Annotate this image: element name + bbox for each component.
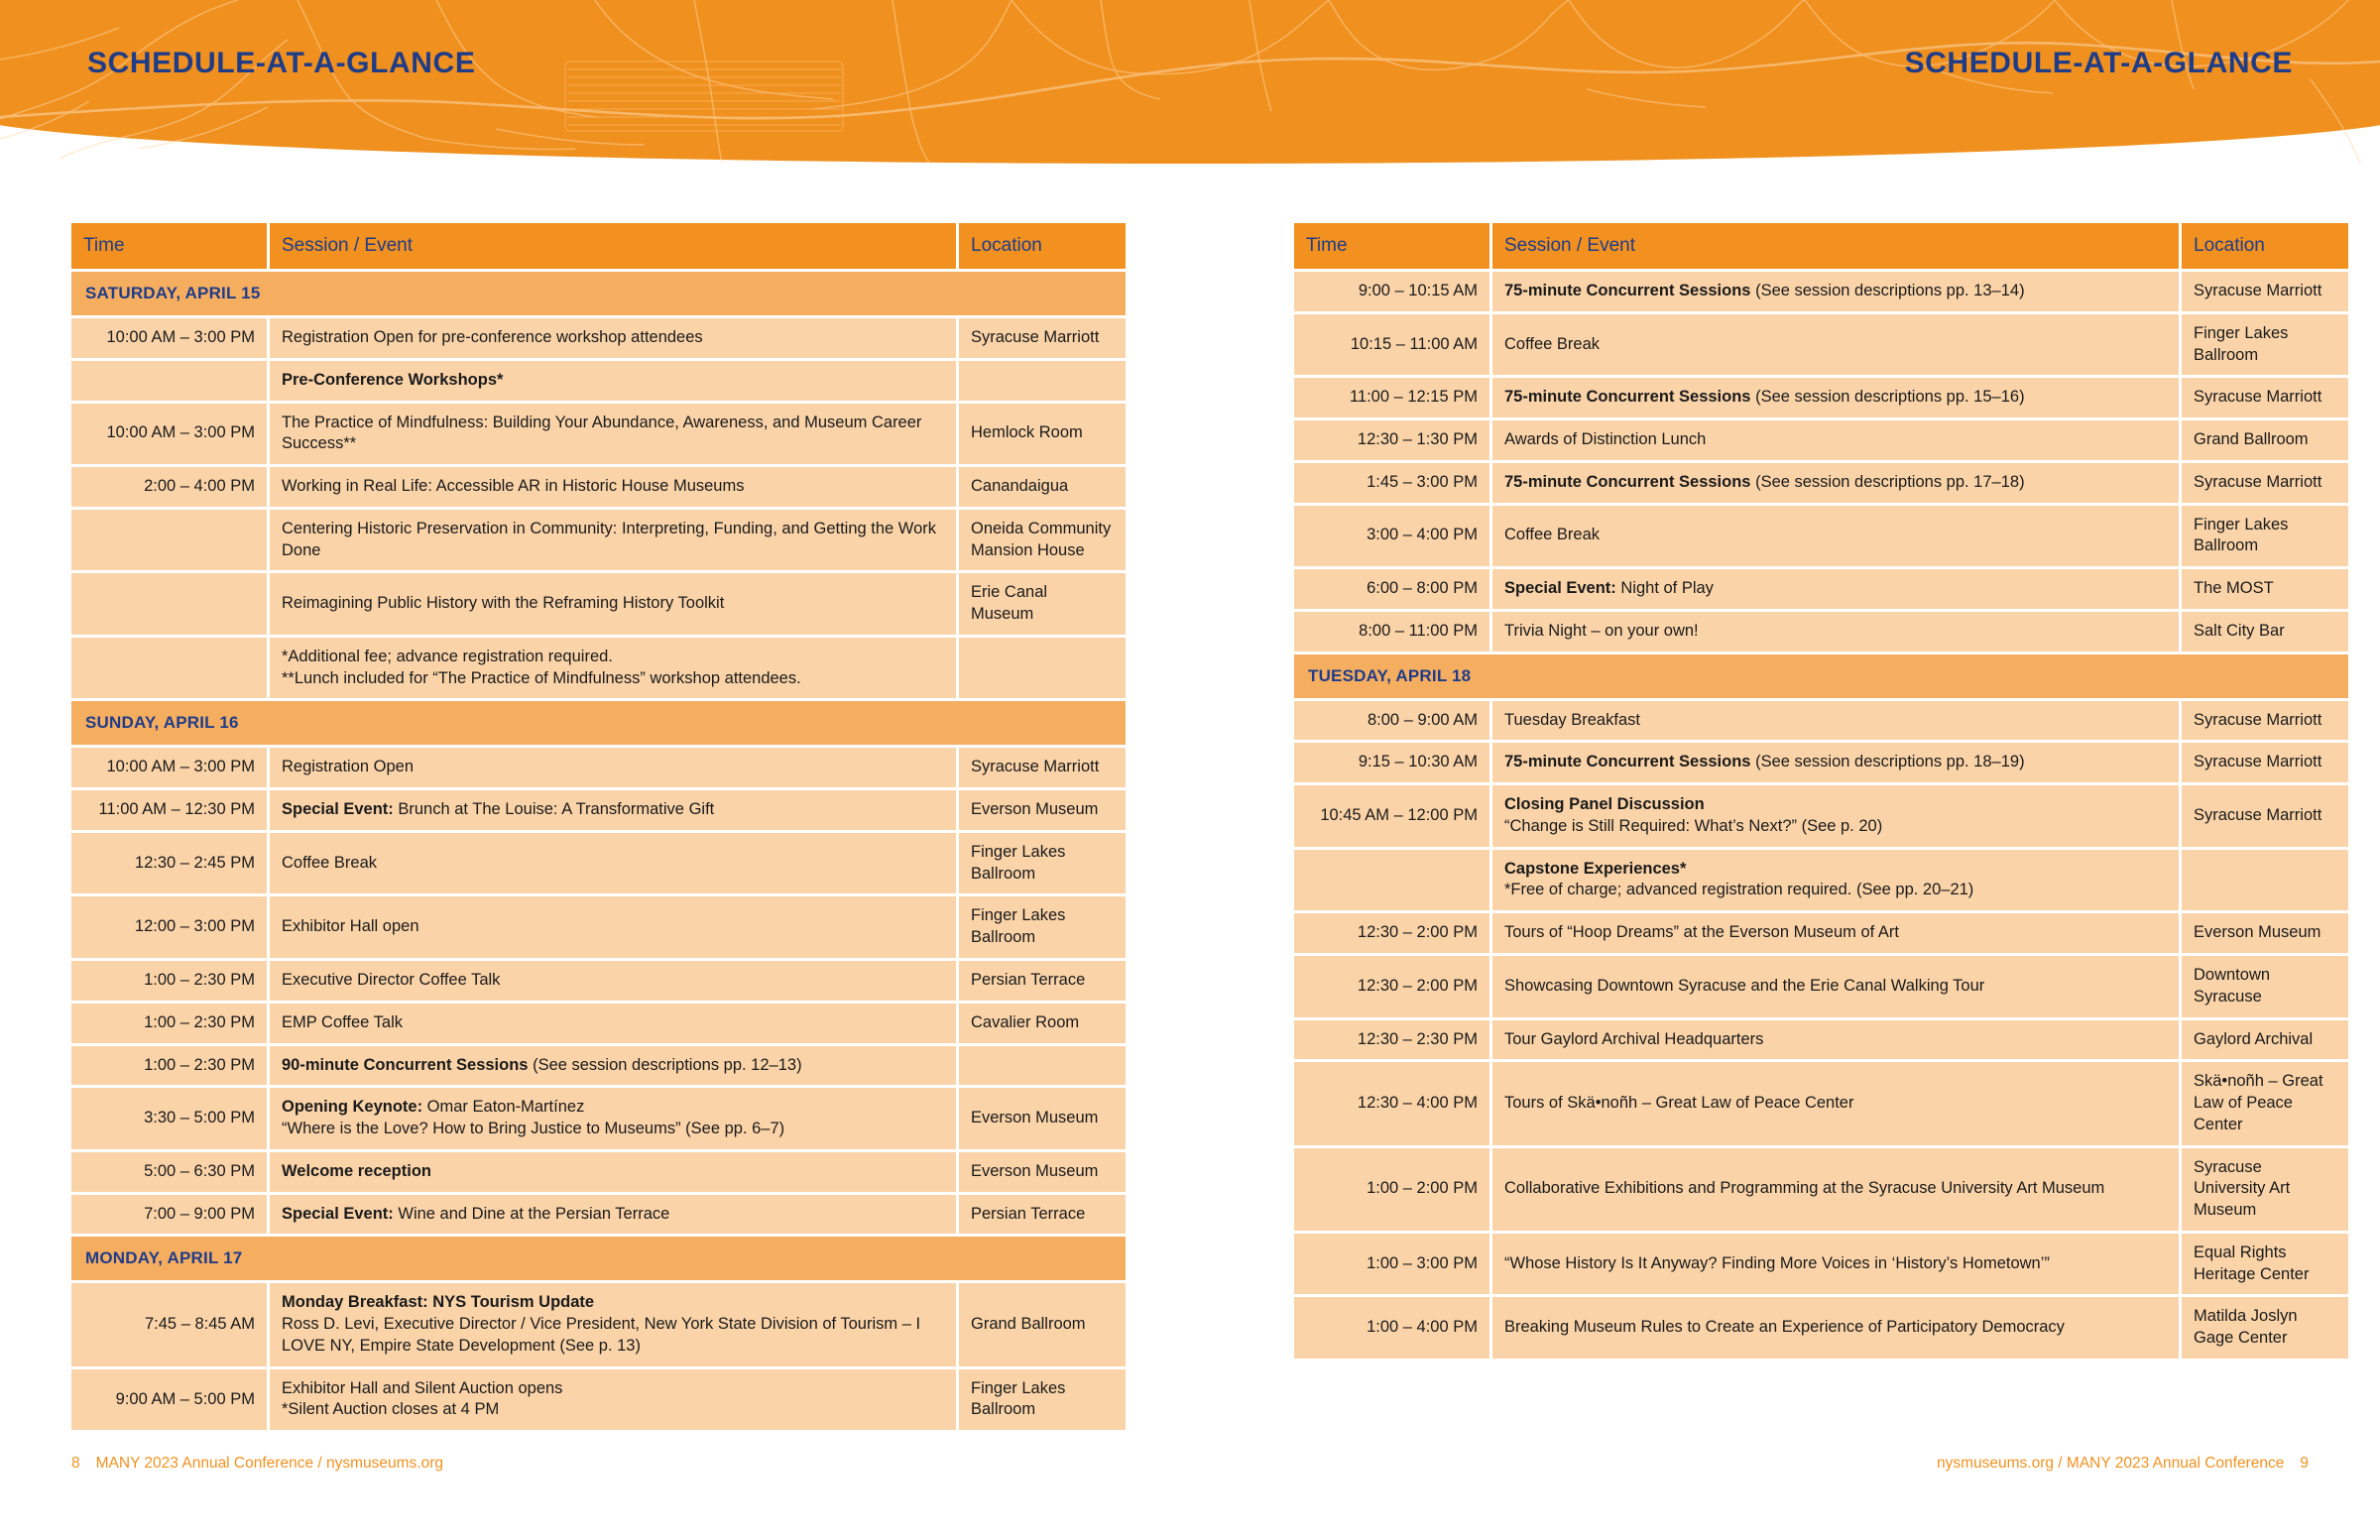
cell-location: Equal Rights Heritage Center xyxy=(2182,1234,2348,1295)
day-label: TUESDAY, APRIL 18 xyxy=(1294,654,2348,698)
column-header-session: Session / Event xyxy=(1492,223,2182,269)
session-detail-text: (See session descriptions pp. 18–19) xyxy=(1750,753,2025,771)
cell-time: 1:00 – 3:00 PM xyxy=(1294,1234,1492,1295)
schedule-row xyxy=(1294,1062,2348,1144)
cell-session xyxy=(270,833,959,894)
table-body-right xyxy=(1294,272,2348,1359)
cell-location: Hemlock Room xyxy=(959,404,1126,465)
session-detail-text: Centering Historic Preservation in Community: Interpreting, Funding, and Getting the Work Done xyxy=(282,519,936,559)
cell-time: 12:30 – 2:30 PM xyxy=(1294,1020,1492,1060)
cell-time: 1:00 – 2:00 PM xyxy=(1294,1148,1492,1231)
cell-time: 1:00 – 2:30 PM xyxy=(71,1004,270,1043)
session-detail-text: Tuesday Breakfast xyxy=(1504,710,1640,729)
session-detail-text: Coffee Break xyxy=(1504,526,1601,544)
cell-time: 9:15 – 10:30 AM xyxy=(1294,743,1492,782)
session-title-bold: 75-minute Concurrent Sessions xyxy=(1504,472,1751,491)
cell-time xyxy=(71,573,270,635)
cell-location: Cavalier Room xyxy=(959,1004,1126,1043)
page-number-right: 9 xyxy=(2300,1455,2309,1472)
page-title-right: SCHEDULE-AT-A-GLANCE xyxy=(1904,47,2293,79)
cell-time: 3:30 – 5:00 PM xyxy=(71,1088,270,1149)
cell-session xyxy=(1492,569,2182,609)
cell-time: 10:45 AM – 12:00 PM xyxy=(1294,785,1492,847)
cell-session xyxy=(270,638,959,699)
cell-time: 12:30 – 2:00 PM xyxy=(1294,956,1492,1017)
session-detail-text: Exhibitor Hall and Silent Auction opens *Silent Auction closes at 4 PM xyxy=(282,1378,563,1419)
cell-session xyxy=(270,318,959,358)
schedule-row xyxy=(1294,463,2348,503)
schedule-row xyxy=(1294,956,2348,1017)
session-detail-text: *Free of charge; advanced registration required. (See pp. 20–21) xyxy=(1504,881,1974,899)
cell-location xyxy=(959,638,1126,699)
day-header-row xyxy=(1294,654,2348,698)
session-detail-text: (See session descriptions pp. 13–14) xyxy=(1750,282,2025,299)
page-header-banner xyxy=(0,0,2380,164)
cell-time: 2:00 – 4:00 PM xyxy=(71,467,270,507)
session-detail-text: Exhibitor Hall open xyxy=(282,917,419,936)
day-header-row xyxy=(71,272,1126,315)
session-title-bold: Welcome reception xyxy=(282,1161,431,1180)
cell-session xyxy=(270,1088,959,1149)
schedule-table-left xyxy=(71,220,1126,1433)
session-detail-text: Coffee Break xyxy=(282,853,378,872)
cell-session xyxy=(270,573,959,635)
session-detail-text: Coffee Break xyxy=(1504,334,1601,353)
left-page-column xyxy=(71,220,1126,1433)
schedule-row xyxy=(1294,314,2348,376)
cell-time: 12:30 – 4:00 PM xyxy=(1294,1062,1492,1144)
cell-time: 9:00 AM – 5:00 PM xyxy=(71,1369,270,1431)
cell-session xyxy=(270,1369,959,1431)
day-label: MONDAY, APRIL 17 xyxy=(71,1237,1126,1280)
cell-session xyxy=(270,961,959,1001)
schedule-row xyxy=(1294,1020,2348,1060)
schedule-row xyxy=(1294,850,2348,911)
cell-time: 10:00 AM – 3:00 PM xyxy=(71,404,270,465)
cell-session xyxy=(1492,913,2182,953)
session-detail-text: Brunch at The Louise: A Transformative Gift xyxy=(393,800,715,819)
cell-time: 7:45 – 8:45 AM xyxy=(71,1283,270,1365)
session-detail-text: The Practice of Mindfulness: Building Your Abundance, Awareness, and Museum Career Success** xyxy=(282,413,922,453)
cell-time: 10:00 AM – 3:00 PM xyxy=(71,748,270,787)
cell-time: 11:00 AM – 12:30 PM xyxy=(71,790,270,830)
cell-time: 12:30 – 1:30 PM xyxy=(1294,420,1492,460)
session-detail-text: “Change is Still Required: What’s Next?” (See p. 20) xyxy=(1504,816,1883,835)
session-detail-text: Awards of Distinction Lunch xyxy=(1504,430,1707,449)
session-title-bold: 75-minute Concurrent Sessions xyxy=(1504,753,1751,771)
session-title-bold: Opening Keynote: xyxy=(282,1098,423,1117)
schedule-row xyxy=(71,1152,1126,1192)
right-page-column xyxy=(1294,220,2348,1362)
cell-location: Finger Lakes Ballroom xyxy=(959,1369,1126,1431)
session-detail-text: Showcasing Downtown Syracuse and the Erie Canal Walking Tour xyxy=(1504,976,1985,995)
cell-session xyxy=(1492,1148,2182,1231)
schedule-row xyxy=(1294,701,2348,741)
cell-location: Everson Museum xyxy=(959,1152,1126,1192)
cell-location: Oneida Community Mansion House xyxy=(959,510,1126,571)
schedule-row xyxy=(71,510,1126,571)
table-head-left xyxy=(71,223,1126,269)
schedule-row xyxy=(1294,272,2348,311)
cell-location: Gaylord Archival xyxy=(2182,1020,2348,1060)
column-header-location: Location xyxy=(2182,223,2348,269)
cell-time: 7:00 – 9:00 PM xyxy=(71,1195,270,1235)
schedule-row xyxy=(1294,378,2348,417)
cell-time: 11:00 – 12:15 PM xyxy=(1294,378,1492,417)
cell-location: Syracuse Marriott xyxy=(959,748,1126,787)
cell-location: Syracuse Marriott xyxy=(2182,785,2348,847)
session-title-bold: Special Event: xyxy=(282,1204,394,1223)
schedule-row xyxy=(71,467,1126,507)
cell-time: 1:00 – 2:30 PM xyxy=(71,961,270,1001)
cell-location: Finger Lakes Ballroom xyxy=(2182,314,2348,376)
cell-session xyxy=(270,896,959,958)
session-title-bold: Closing Panel Discussion xyxy=(1504,795,1705,814)
session-detail-text: Wine and Dine at the Persian Terrace xyxy=(393,1204,670,1223)
session-title-bold: Capstone Experiences* xyxy=(1504,859,1687,878)
cell-location: Everson Museum xyxy=(2182,913,2348,953)
cell-location xyxy=(959,1046,1126,1086)
cell-location: Canandaigua xyxy=(959,467,1126,507)
cell-session xyxy=(1492,506,2182,567)
cell-time: 10:15 – 11:00 AM xyxy=(1294,314,1492,376)
session-detail-text: Trivia Night – on your own! xyxy=(1504,621,1699,640)
cell-session xyxy=(270,1283,959,1365)
cell-location: Persian Terrace xyxy=(959,961,1126,1001)
session-title-bold: 75-minute Concurrent Sessions xyxy=(1504,282,1751,299)
schedule-row xyxy=(71,404,1126,465)
session-detail-text: (See session descriptions pp. 17–18) xyxy=(1750,472,2025,491)
cell-location: Grand Ballroom xyxy=(959,1283,1126,1365)
schedule-row xyxy=(1294,420,2348,460)
schedule-row xyxy=(1294,1234,2348,1295)
footer-right xyxy=(1937,1455,2309,1473)
cell-location: Finger Lakes Ballroom xyxy=(959,896,1126,958)
cell-location: Erie Canal Museum xyxy=(959,573,1126,635)
cell-location xyxy=(959,361,1126,401)
cell-time: 12:30 – 2:00 PM xyxy=(1294,913,1492,953)
cell-location xyxy=(2182,850,2348,911)
cell-session xyxy=(1492,850,2182,911)
cell-time xyxy=(71,361,270,401)
day-label: SUNDAY, APRIL 16 xyxy=(71,701,1126,745)
cell-location: Syracuse Marriott xyxy=(2182,463,2348,503)
schedule-row xyxy=(71,638,1126,699)
session-detail-text: Tours of Skä•noñh – Great Law of Peace Center xyxy=(1504,1094,1854,1113)
cell-session xyxy=(1492,1234,2182,1295)
day-header-row xyxy=(71,1237,1126,1280)
session-detail-text: (See session descriptions pp. 15–16) xyxy=(1750,388,2025,407)
cell-location: Salt City Bar xyxy=(2182,612,2348,652)
schedule-row xyxy=(71,833,1126,894)
cell-location: Finger Lakes Ballroom xyxy=(959,833,1126,894)
session-detail-text: Collaborative Exhibitions and Programming at the Syracuse University Art Museum xyxy=(1504,1179,2105,1198)
cell-time xyxy=(71,510,270,571)
cell-location: Syracuse Marriott xyxy=(2182,378,2348,417)
cell-location: Persian Terrace xyxy=(959,1195,1126,1235)
cell-location: Matilda Joslyn Gage Center xyxy=(2182,1297,2348,1359)
cell-location: Skä•noñh – Great Law of Peace Center xyxy=(2182,1062,2348,1144)
cell-time: 1:45 – 3:00 PM xyxy=(1294,463,1492,503)
session-title-bold: Monday Breakfast: NYS Tourism Update xyxy=(282,1293,595,1312)
cell-time: 3:00 – 4:00 PM xyxy=(1294,506,1492,567)
cell-location: Syracuse University Art Museum xyxy=(2182,1148,2348,1231)
cell-time: 8:00 – 11:00 PM xyxy=(1294,612,1492,652)
schedule-table-right xyxy=(1294,220,2348,1362)
cell-session xyxy=(1492,420,2182,460)
session-detail-text: Registration Open xyxy=(282,758,414,776)
column-header-session: Session / Event xyxy=(270,223,959,269)
cell-location: Syracuse Marriott xyxy=(2182,701,2348,741)
table-header-row xyxy=(71,223,1126,269)
schedule-row xyxy=(71,1046,1126,1086)
table-body-left xyxy=(71,272,1126,1430)
cell-time: 10:00 AM – 3:00 PM xyxy=(71,318,270,358)
cell-location: Syracuse Marriott xyxy=(2182,743,2348,782)
cell-session xyxy=(1492,378,2182,417)
table-header-row xyxy=(1294,223,2348,269)
schedule-row xyxy=(71,1195,1126,1235)
cell-session xyxy=(270,404,959,465)
schedule-row xyxy=(71,1283,1126,1365)
session-title-bold: 75-minute Concurrent Sessions xyxy=(1504,388,1751,407)
cell-session xyxy=(1492,785,2182,847)
cell-time: 12:00 – 3:00 PM xyxy=(71,896,270,958)
cell-time: 1:00 – 2:30 PM xyxy=(71,1046,270,1086)
cell-time: 6:00 – 8:00 PM xyxy=(1294,569,1492,609)
schedule-row xyxy=(71,790,1126,830)
session-detail-text: Ross D. Levi, Executive Director / Vice President, New York State Division of Tourism – I LOVE NY, Empire State Development (See p. 13) xyxy=(282,1315,921,1355)
cell-time: 8:00 – 9:00 AM xyxy=(1294,701,1492,741)
session-title-bold: Pre-Conference Workshops* xyxy=(282,370,504,389)
schedule-row xyxy=(71,961,1126,1001)
cell-session xyxy=(1492,1020,2182,1060)
footer-left xyxy=(71,1455,443,1473)
cell-location: The MOST xyxy=(2182,569,2348,609)
cell-session xyxy=(1492,314,2182,376)
cell-time: 12:30 – 2:45 PM xyxy=(71,833,270,894)
session-detail-text: Night of Play xyxy=(1615,579,1714,598)
schedule-row xyxy=(1294,913,2348,953)
cell-time: 1:00 – 4:00 PM xyxy=(1294,1297,1492,1359)
page-number-left: 8 xyxy=(71,1455,80,1472)
schedule-row xyxy=(1294,506,2348,567)
cell-session xyxy=(1492,701,2182,741)
cell-session xyxy=(270,510,959,571)
cell-session xyxy=(270,790,959,830)
schedule-row xyxy=(71,361,1126,401)
schedule-row xyxy=(71,1004,1126,1043)
cell-session xyxy=(270,361,959,401)
column-header-time: Time xyxy=(71,223,270,269)
cell-location: Syracuse Marriott xyxy=(959,318,1126,358)
column-header-location: Location xyxy=(959,223,1126,269)
cell-session xyxy=(270,1004,959,1043)
schedule-row xyxy=(1294,1148,2348,1231)
session-detail-text: Tours of “Hoop Dreams” at the Everson Museum of Art xyxy=(1504,923,1899,942)
day-header-row xyxy=(71,701,1126,745)
session-detail-text: Breaking Museum Rules to Create an Experience of Participatory Democracy xyxy=(1504,1318,2065,1337)
schedule-row xyxy=(71,748,1126,787)
cell-time: 9:00 – 10:15 AM xyxy=(1294,272,1492,311)
session-detail-text: Registration Open for pre-conference workshop attendees xyxy=(282,328,703,346)
session-detail-text: (See session descriptions pp. 12–13) xyxy=(528,1055,802,1074)
schedule-row xyxy=(71,896,1126,958)
schedule-row xyxy=(1294,1297,2348,1359)
day-label: SATURDAY, APRIL 15 xyxy=(71,272,1126,315)
session-detail-text: *Additional fee; advance registration required. **Lunch included for “The Practice of Mindfulness” workshop attendees. xyxy=(282,647,801,687)
cell-time xyxy=(71,638,270,699)
session-detail-text: “Whose History Is It Anyway? Finding More Voices in ‘History’s Hometown’” xyxy=(1504,1253,2050,1272)
session-title-bold: Special Event: xyxy=(282,800,394,819)
page-title-left: SCHEDULE-AT-A-GLANCE xyxy=(87,47,476,79)
banner-background xyxy=(0,0,2380,164)
cell-time: 5:00 – 6:30 PM xyxy=(71,1152,270,1192)
session-detail-text: Tour Gaylord Archival Headquarters xyxy=(1504,1029,1764,1048)
cell-session xyxy=(1492,1062,2182,1144)
schedule-row xyxy=(71,318,1126,358)
session-title-bold: Special Event: xyxy=(1504,579,1616,598)
cell-location: Everson Museum xyxy=(959,1088,1126,1149)
session-title-bold: 90-minute Concurrent Sessions xyxy=(282,1055,529,1074)
cell-session xyxy=(270,1046,959,1086)
footer-left-text: MANY 2023 Annual Conference / nysmuseums.org xyxy=(95,1455,444,1472)
schedule-row xyxy=(71,573,1126,635)
cell-location: Everson Museum xyxy=(959,790,1126,830)
cell-session xyxy=(1492,743,2182,782)
cell-session xyxy=(270,1195,959,1235)
session-detail-text: Reimagining Public History with the Reframing History Toolkit xyxy=(282,594,725,613)
cell-session xyxy=(270,748,959,787)
cell-location: Downtown Syracuse xyxy=(2182,956,2348,1017)
cell-location: Syracuse Marriott xyxy=(2182,272,2348,311)
schedule-row xyxy=(1294,743,2348,782)
cell-session xyxy=(1492,1297,2182,1359)
session-detail-text: Executive Director Coffee Talk xyxy=(282,971,501,990)
schedule-row xyxy=(1294,612,2348,652)
schedule-row xyxy=(1294,569,2348,609)
cell-session xyxy=(1492,612,2182,652)
session-detail-text: Working in Real Life: Accessible AR in Historic House Museums xyxy=(282,477,745,496)
cell-session xyxy=(1492,272,2182,311)
schedule-row xyxy=(71,1088,1126,1149)
column-header-time: Time xyxy=(1294,223,1492,269)
schedule-row xyxy=(71,1369,1126,1431)
cell-location: Finger Lakes Ballroom xyxy=(2182,506,2348,567)
session-detail-text: Omar Eaton-Martínez “Where is the Love? How to Bring Justice to Museums” (See pp. 6–7) xyxy=(282,1098,785,1138)
table-head-right xyxy=(1294,223,2348,269)
cell-session xyxy=(270,1152,959,1192)
schedule-row xyxy=(1294,785,2348,847)
cell-time xyxy=(1294,850,1492,911)
session-detail-text: EMP Coffee Talk xyxy=(282,1012,403,1031)
cell-session xyxy=(1492,956,2182,1017)
cell-location: Grand Ballroom xyxy=(2182,420,2348,460)
footer-right-text: nysmuseums.org / MANY 2023 Annual Conference xyxy=(1936,1455,2285,1472)
cell-session xyxy=(270,467,959,507)
cell-session xyxy=(1492,463,2182,503)
